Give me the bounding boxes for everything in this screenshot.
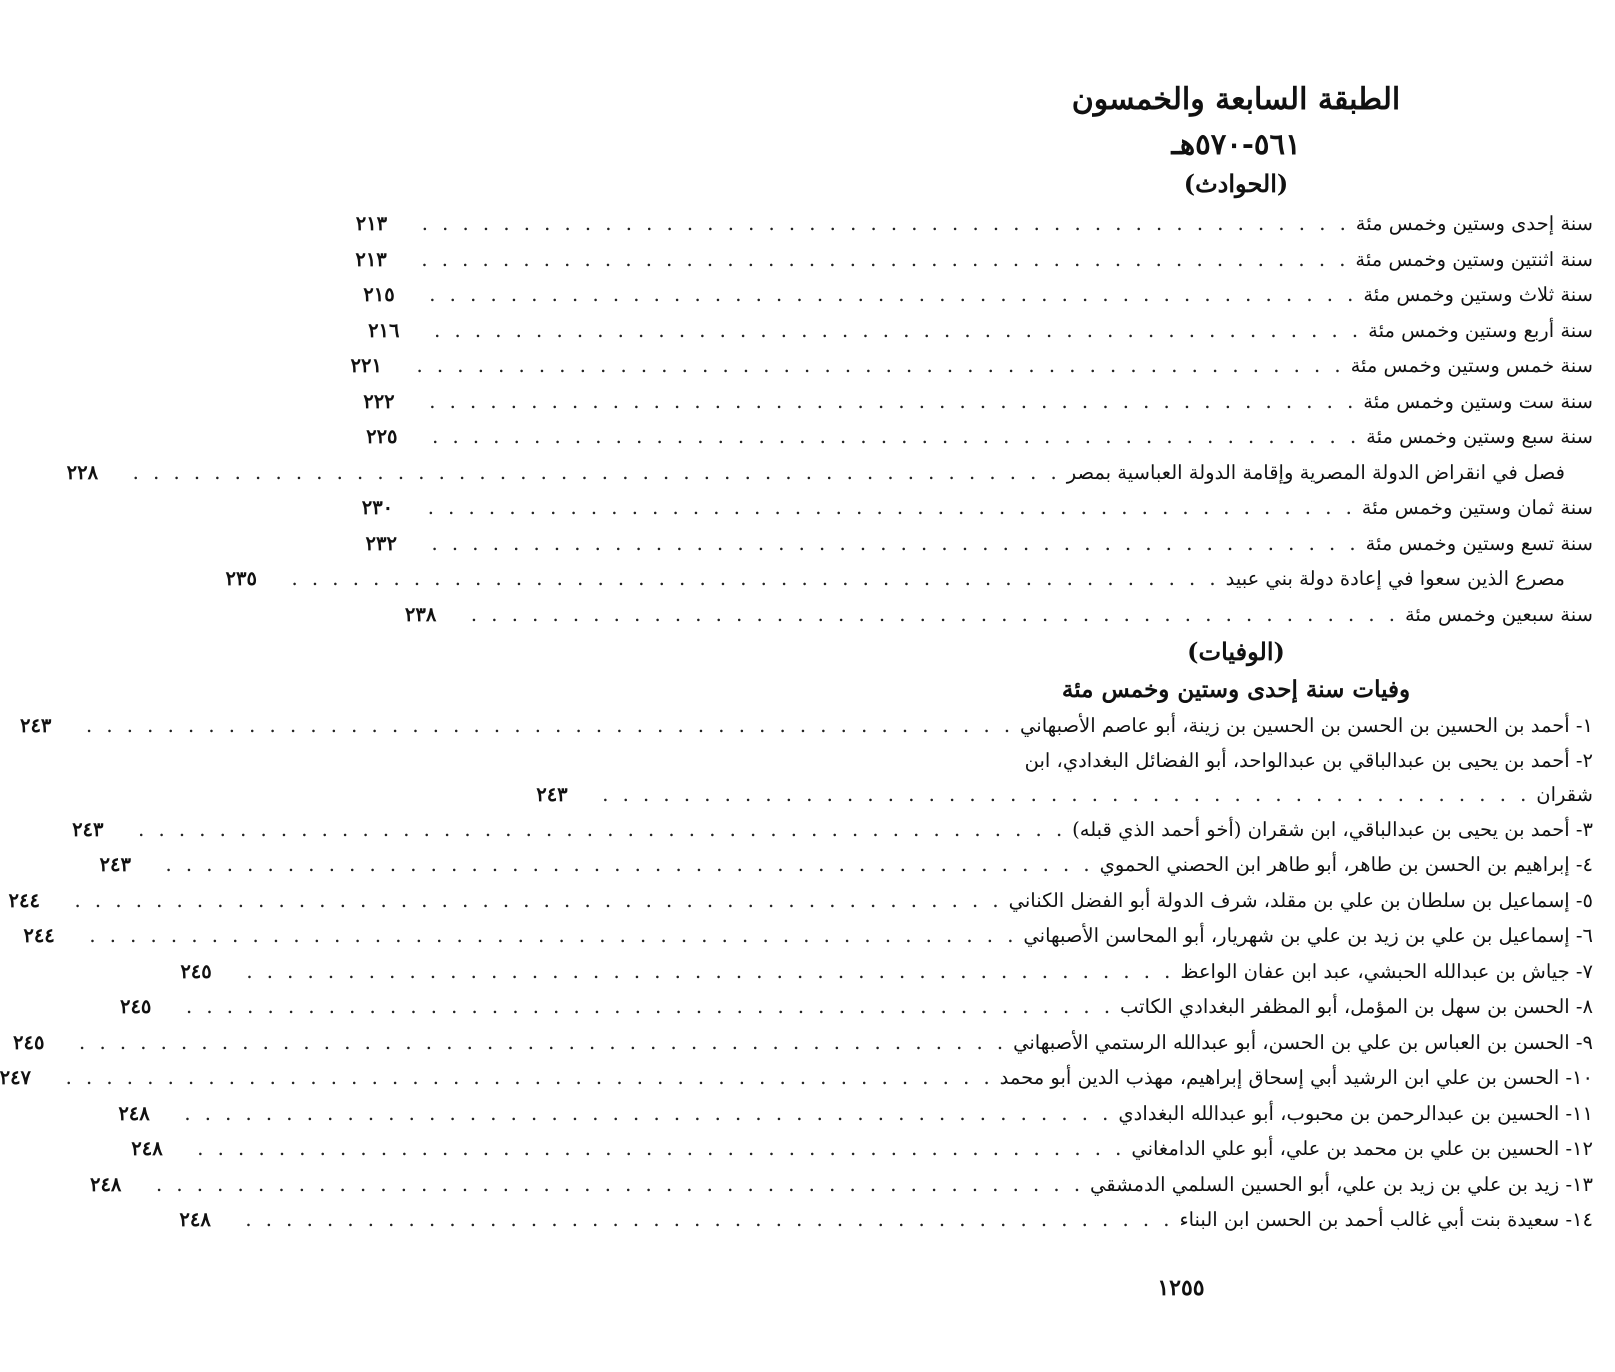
toc-entry <box>131 1131 1593 1167</box>
dot-leader: . . . . . . . . . . . . . . . . . . . . . . . . . . . . . . . . . . . . . . . . . . . . . . <box>432 425 1361 448</box>
toc-entry <box>363 277 1593 313</box>
entry-title: ٥- إسماعيل بن سلطان بن علي بن مقلد، شرف الدولة أبو الفضل الكناني <box>1008 888 1593 912</box>
entry-title: سنة ست وستين وخمس مئة <box>1363 389 1593 413</box>
entry-page-number: ٢٤٤ <box>23 924 55 947</box>
toc-entry <box>350 348 1593 384</box>
entry-title: ١- أحمد بن الحسين بن الحسن بن الحسين بن زينة، أبو عاصم الأصبهاني <box>1020 714 1593 737</box>
entry-page-number: ٢١٥ <box>363 283 395 306</box>
entry-title: سنة إحدى وستين وخمس مئة <box>1355 212 1593 235</box>
toc-entry <box>366 419 1593 455</box>
dot-leader: . . . . . . . . . . . . . . . . . . . . . . . . . . . . . . . . . . . . . . . . . . . . . . <box>132 460 1061 484</box>
dot-leader: . . . . . . . . . . . . . . . . . . . . . . . . . . . . . . . . . . . . . . . . . . . . . . <box>79 1030 1008 1054</box>
events-heading: (الحوادث) <box>1183 169 1289 198</box>
entry-title: سنة اثنتين وستين وخمس مئة <box>1355 247 1593 271</box>
toc-entry <box>72 812 1593 848</box>
entry-page-number: ٢١٣ <box>355 247 387 271</box>
entry-page-number: ٢٢٨ <box>66 460 99 484</box>
dot-leader: . . . . . . . . . . . . . . . . . . . . . . . . . . . . . . . . . . . . . . . . . . . . . . <box>245 1208 1174 1231</box>
year-range: ٥٦١-٥٧٠هـ <box>1171 127 1301 161</box>
entry-page-number: ٢٤٣ <box>536 782 568 806</box>
entry-title: ١٢- الحسين بن علي بن محمد بن علي، أبو علي الدامغاني <box>1131 1137 1593 1160</box>
dot-leader: . . . . . . . . . . . . . . . . . . . . . . . . . . . . . . . . . . . . . . . . . . . . . . <box>185 995 1115 1018</box>
dot-leader: . . . . . . . . . . . . . . . . . . . . . . . . . . . . . . . . . . . . . . . . . . . . . . <box>138 817 1067 841</box>
dot-leader: . . . . . . . . . . . . . . . . . . . . . . . . . . . . . . . . . . . . . . . . . . . . . . <box>421 212 1350 235</box>
deaths-subheading: وفيات سنة إحدى وستين وخمس مئة <box>1061 676 1411 703</box>
entry-title: ٤- إبراهيم بن الحسن بن طاهر، أبو طاهر ابن الحصني الحموي <box>1099 853 1593 876</box>
entry-page-number: ٢٢٥ <box>366 425 398 448</box>
entry-title: سنة أربع وستين وخمس مئة <box>1368 318 1593 342</box>
entry-title: ١٤- سعيدة بنت أبي غالب أحمد بن الحسن ابن البناء <box>1179 1208 1593 1231</box>
page-number: ١٢٥٥ <box>1157 1275 1205 1301</box>
toc-entry <box>23 918 1593 954</box>
entry-page-number: ٢٤٨ <box>179 1208 211 1231</box>
dot-leader: . . . . . . . . . . . . . . . . . . . . . . . . . . . . . . . . . . . . . . . . . . . . . . <box>74 888 1003 912</box>
entry-page-number: ٢٣٨ <box>404 602 437 626</box>
entry-page-number: ٢٤٨ <box>131 1137 163 1160</box>
entry-page-number: ٢٤٨ <box>118 1101 150 1125</box>
entry-page-number: ٢٤٨ <box>89 1172 122 1196</box>
toc-entry <box>365 526 1593 562</box>
dot-leader: . . . . . . . . . . . . . . . . . . . . . . . . . . . . . . . . . . . . . . . . . . . . . . <box>427 496 1356 519</box>
dot-leader: . . . . . . . . . . . . . . . . . . . . . . . . . . . . . . . . . . . . . . . . . . . . . . <box>416 354 1345 377</box>
dot-leader: . . . . . . . . . . . . . . . . . . . . . . . . . . . . . . . . . . . . . . . . . . . . . . <box>429 283 1358 306</box>
toc-entry <box>119 989 1593 1025</box>
entry-title: ١٠- الحسن بن علي ابن الرشيد أبي إسحاق إبراهيم، مهذب الدين أبو محمد <box>999 1066 1593 1089</box>
entry-title: ١٣- زيد بن علي بن زيد بن علي، أبو الحسين السلمي الدمشقي <box>1090 1172 1593 1196</box>
entry-page-number: ٢٤٧ <box>0 1066 32 1089</box>
toc-entry <box>19 708 1593 744</box>
entry-page-number: ٢٤٥ <box>13 1030 45 1054</box>
dot-leader: . . . . . . . . . . . . . . . . . . . . . . . . . . . . . . . . . . . . . . . . . . . . . . <box>197 1137 1126 1160</box>
toc-entry <box>361 490 1593 526</box>
toc-entry <box>118 1096 1593 1132</box>
entry-title: فصل في انقراض الدولة المصرية وإقامة الدولة العباسية بمصر <box>1066 460 1565 484</box>
entry-title: سنة ثلاث وستين وخمس مئة <box>1363 283 1593 306</box>
deaths-heading: (الوفيات) <box>1187 637 1285 666</box>
dot-leader: . . . . . . . . . . . . . . . . . . . . . . . . . . . . . . . . . . . . . . . . . . . . . . <box>85 714 1015 737</box>
deaths-list <box>0 708 1593 1238</box>
entry-title: سنة ثمان وستين وخمس مئة <box>1361 496 1593 519</box>
entry-page-number: ٢٤٣ <box>72 817 104 841</box>
toc-entry <box>179 1202 1593 1238</box>
dot-leader: . . . . . . . . . . . . . . . . . . . . . . . . . . . . . . . . . . . . . . . . . . . . . . <box>184 1101 1113 1125</box>
toc-entry <box>404 597 1593 633</box>
entry-page-number: ٢٢١ <box>350 354 382 377</box>
entry-title: سنة سبع وستين وخمس مئة <box>1366 425 1593 448</box>
toc-entry <box>0 1060 1593 1096</box>
entry-page-number: ٢٤٣ <box>19 714 52 737</box>
toc-entry <box>355 206 1593 242</box>
toc-entry <box>225 561 1593 597</box>
entry-title: ٩- الحسن بن العباس بن علي بن الحسن، أبو عبدالله الرستمي الأصبهاني <box>1013 1030 1593 1054</box>
entry-title: ٨- الحسن بن سهل بن المؤمل، أبو المظفر البغدادي الكاتب <box>1120 995 1593 1018</box>
dot-leader: . . . . . . . . . . . . . . . . . . . . . . . . . . . . . . . . . . . . . . . . . . . . . . <box>421 247 1350 271</box>
entry-page-number: ٢١٦ <box>368 318 400 342</box>
entry-title: ٦- إسماعيل بن علي بن زيد بن علي بن شهريار، أبو المحاسن الأصبهاني <box>1023 924 1593 947</box>
entry-page-number: ٢٣٥ <box>225 567 257 590</box>
entry-continuation <box>536 778 1593 812</box>
dot-leader: . . . . . . . . . . . . . . . . . . . . . . . . . . . . . . . . . . . . . . . . . . . . . . <box>429 389 1358 413</box>
entry-page-number: ٢٤٥ <box>119 995 152 1018</box>
dot-leader: . . . . . . . . . . . . . . . . . . . . . . . . . . . . . . . . . . . . . . . . . . . . . . <box>246 959 1175 983</box>
toc-entry <box>89 1167 1593 1203</box>
toc-entry <box>355 242 1593 278</box>
entry-title: مصرع الذين سعوا في إعادة دولة بني عبيد <box>1225 567 1565 590</box>
entry-page-number: ٢٤٣ <box>99 853 131 876</box>
entry-page-number: ٢١٣ <box>355 212 388 235</box>
dot-leader: . . . . . . . . . . . . . . . . . . . . . . . . . . . . . . . . . . . . . . . . . . . . . . <box>89 924 1018 947</box>
dot-leader: . . . . . . . . . . . . . . . . . . . . . . . . . . . . . . . . . . . . . . . . . . . . . . <box>155 1172 1085 1196</box>
dot-leader: . . . . . . . . . . . . . . . . . . . . . . . . . . . . . . . . . . . . . . . . . . . . . . <box>291 567 1220 590</box>
entry-page-number: ٢٣٢ <box>365 531 397 555</box>
toc-entry <box>368 313 1593 349</box>
toc-entry <box>363 384 1593 420</box>
dot-leader: . . . . . . . . . . . . . . . . . . . . . . . . . . . . . . . . . . . . . . . . . . . . . . <box>165 853 1094 876</box>
page-title: الطبقة السابعة والخمسون <box>1071 82 1401 117</box>
toc-entry <box>536 744 1593 812</box>
entry-page-number: ٢٢٢ <box>363 389 395 413</box>
entry-title: سنة سبعين وخمس مئة <box>1404 602 1593 626</box>
entry-title: سنة خمس وستين وخمس مئة <box>1350 354 1593 377</box>
toc-entry <box>13 1025 1593 1061</box>
entry-title: ١١- الحسين بن عبدالرحمن بن محبوب، أبو عبدالله البغدادي <box>1118 1101 1593 1125</box>
dot-leader: . . . . . . . . . . . . . . . . . . . . . . . . . . . . . . . . . . . . . . . . . . . . . . <box>602 782 1531 806</box>
entry-page-number: ٢٤٤ <box>8 888 40 912</box>
entry-title: ٢- أحمد بن يحيى بن عبدالباقي بن عبدالواحد، أبو الفضائل البغدادي، ابن <box>1024 748 1593 772</box>
entry-page-number: ٢٣٠ <box>361 496 394 519</box>
dot-leader: . . . . . . . . . . . . . . . . . . . . . . . . . . . . . . . . . . . . . . . . . . . . . . <box>65 1066 994 1089</box>
entry-title: شقران <box>1536 782 1593 806</box>
toc-entry <box>8 883 1593 919</box>
entry-title: سنة تسع وستين وخمس مئة <box>1365 531 1593 555</box>
entry-title: ٣- أحمد بن يحيى بن عبدالباقي، ابن شقران (أخو أحمد الذي قبله) <box>1072 817 1593 841</box>
dot-leader: . . . . . . . . . . . . . . . . . . . . . . . . . . . . . . . . . . . . . . . . . . . . . . <box>431 531 1360 555</box>
toc-entry <box>99 847 1593 883</box>
toc-entry <box>180 954 1593 990</box>
dot-leader: . . . . . . . . . . . . . . . . . . . . . . . . . . . . . . . . . . . . . . . . . . . . . . <box>434 318 1363 342</box>
events-list <box>66 206 1593 632</box>
toc-entry <box>66 455 1593 491</box>
entry-page-number: ٢٤٥ <box>180 959 212 983</box>
entry-title: ٧- جياش بن عبدالله الحبشي، عبد ابن عفان الواعظ <box>1180 959 1593 983</box>
dot-leader: . . . . . . . . . . . . . . . . . . . . . . . . . . . . . . . . . . . . . . . . . . . . . . <box>470 602 1399 626</box>
